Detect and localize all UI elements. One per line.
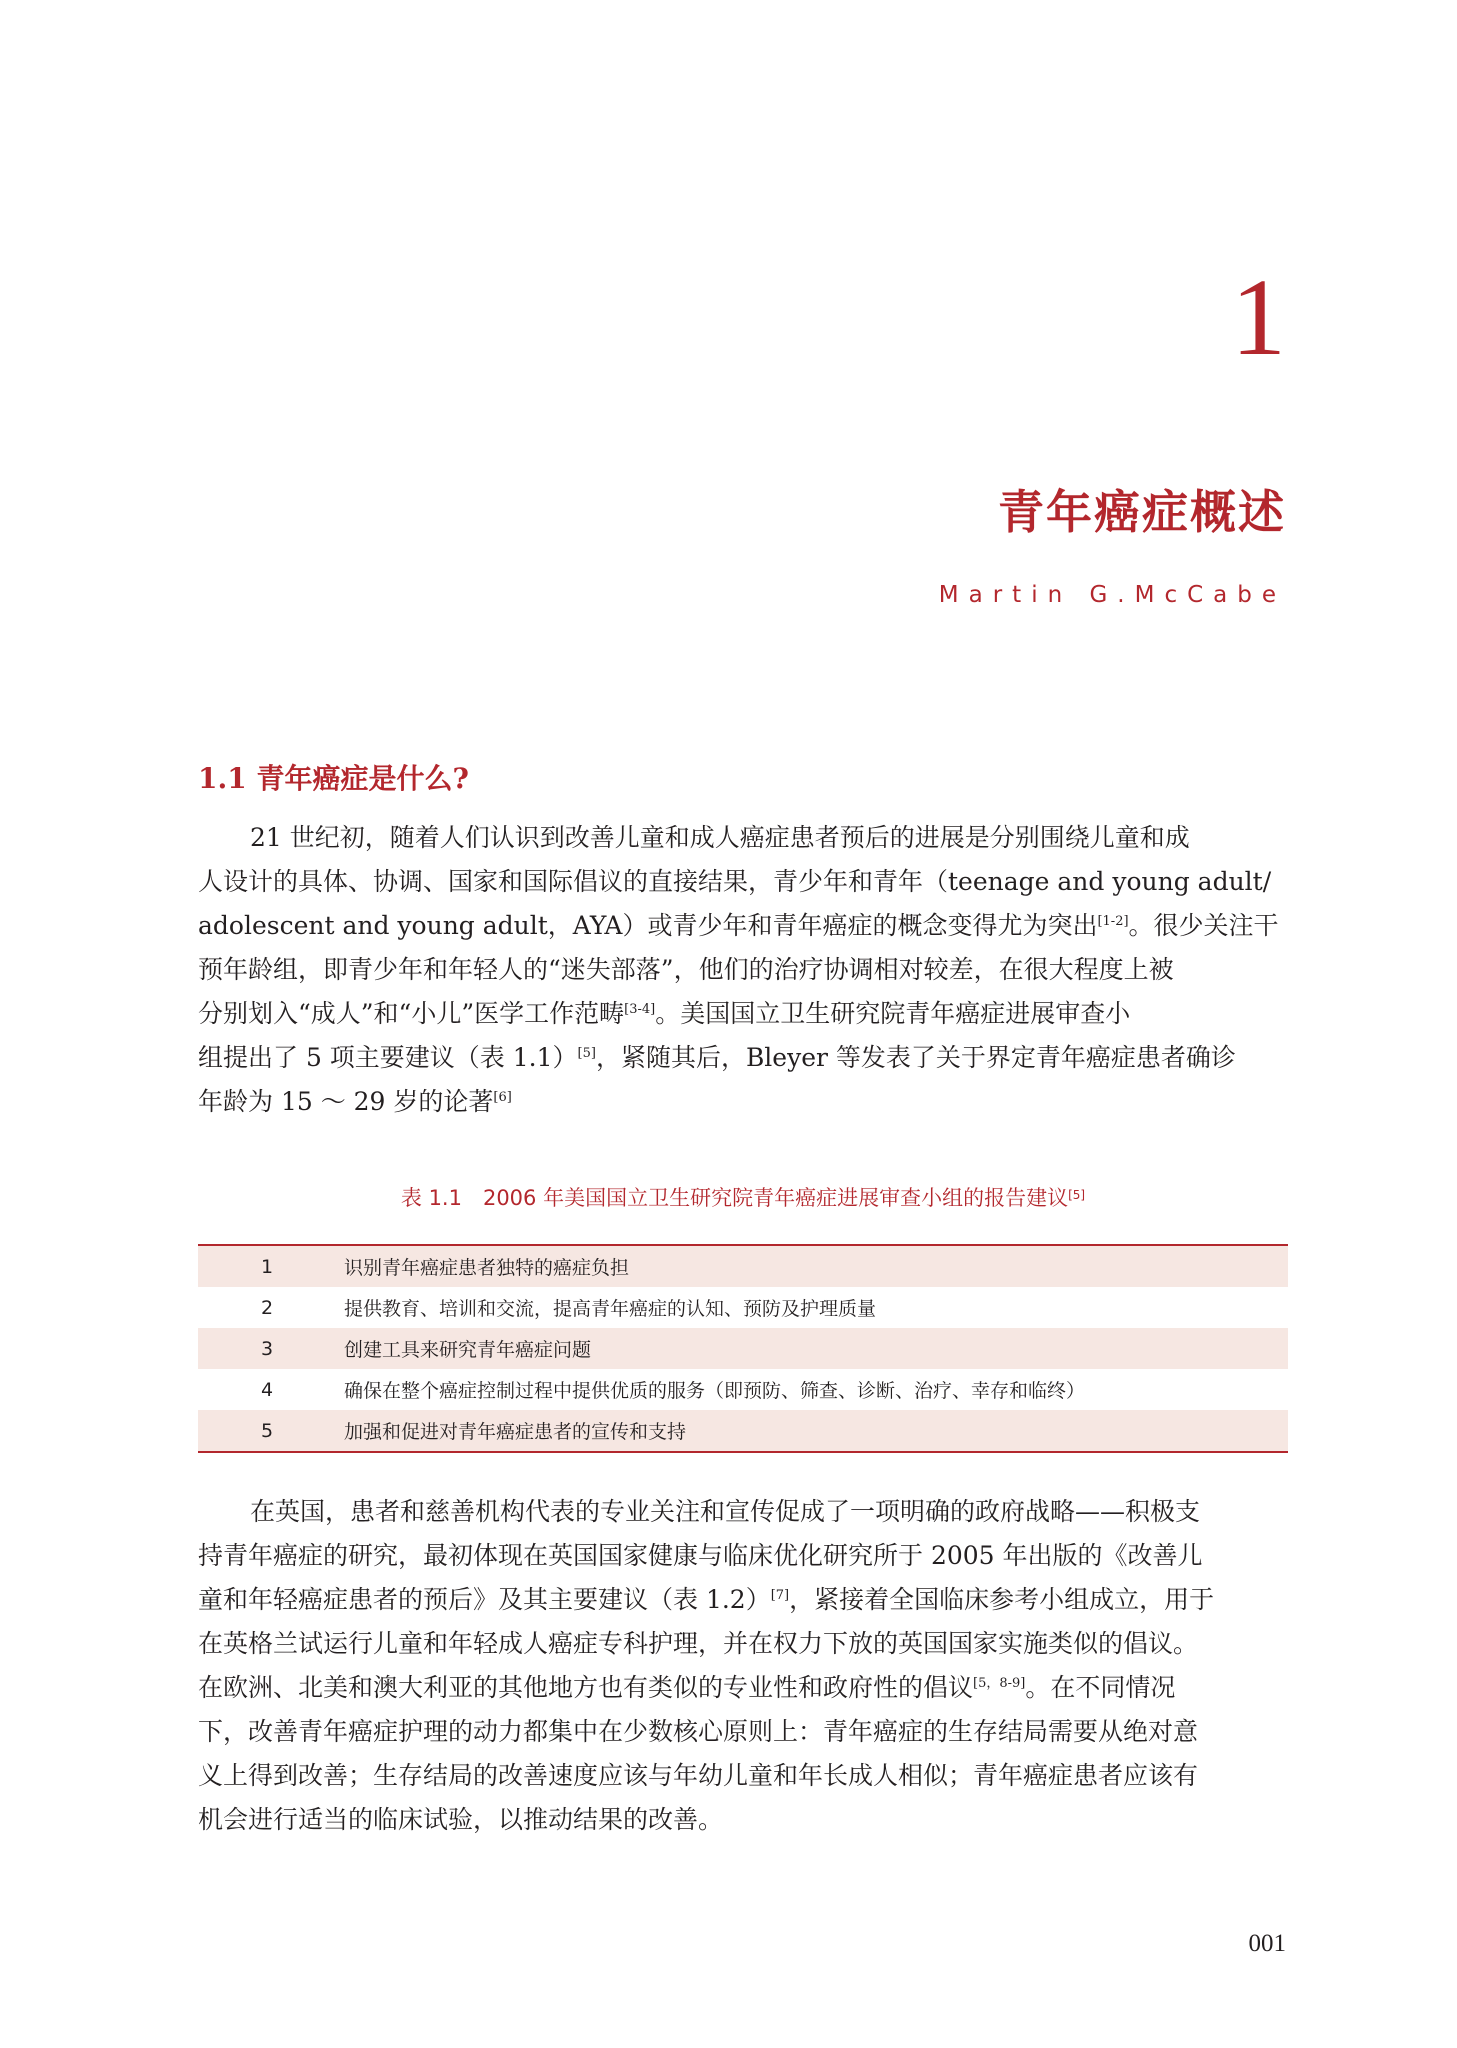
- citation-ref: [7]: [770, 1588, 790, 1603]
- paragraph-line: 义上得到改善；生存结局的改善速度应该与年幼儿童和年长成人相似；青年癌症患者应该有: [198, 1761, 1199, 1790]
- recommendations-table: [198, 1244, 1288, 1453]
- paragraph-line: 预年龄组，即青少年和年轻人的“迷失部落”，他们的治疗协调相对较差，在很大程度上被: [198, 955, 1174, 984]
- paragraph-text: 在欧洲、北美和澳大利亚的其他地方也有类似的专业性和政府性的倡议: [198, 1673, 974, 1702]
- paragraph-line: [198, 1666, 1288, 1710]
- citation-ref: [5，8-9]: [973, 1676, 1026, 1691]
- paragraph-text: 组提出了 5 项主要建议（表 1.1）: [198, 1043, 578, 1072]
- paragraph-line: 在英国，患者和慈善机构代表的专业关注和宣传促成了一项明确的政府战略——积极支: [250, 1497, 1201, 1526]
- table-caption: [198, 1183, 1288, 1213]
- paragraph-text: ，紧随其后，Bleyer 等发表了关于界定青年癌症患者确诊: [595, 1043, 1236, 1072]
- paragraph-text: 年龄为 15 ～ 29 岁的论著: [198, 1087, 494, 1116]
- table-row: [198, 1369, 1288, 1410]
- paragraph-text: adolescent and young adult，AYA）或青少年和青年癌症的概念变得尤为突出: [198, 911, 1098, 940]
- paragraph-line: [198, 992, 1288, 1036]
- row-text: 加强和促进对青年癌症患者的宣传和支持: [316, 1410, 1288, 1452]
- citation-ref: [5]: [577, 1046, 596, 1061]
- page-number: 001: [1248, 1930, 1286, 1957]
- paragraph-line: 持青年癌症的研究，最初体现在英国国家健康与临床优化研究所于 2005 年出版的《改善儿: [198, 1541, 1203, 1570]
- table-row: [198, 1328, 1288, 1369]
- paragraph-line: [198, 904, 1288, 948]
- paragraph-text: 分别划入“成人”和“小儿”医学工作范畴: [198, 999, 625, 1028]
- row-text: 识别青年癌症患者独特的癌症负担: [316, 1245, 1288, 1287]
- paragraph-line: 在英格兰试运行儿童和年轻成人癌症专科护理，并在权力下放的英国国家实施类似的倡议。: [198, 1629, 1199, 1658]
- row-text: 提供教育、培训和交流，提高青年癌症的认知、预防及护理质量: [344, 1298, 877, 1320]
- paragraph-text: 。美国国立卫生研究院青年癌症进展审查小: [655, 999, 1131, 1028]
- paragraph-uk: [198, 1490, 1288, 1842]
- row-text: 确保在整个癌症控制过程中提供优质的服务（即预防、筛查、诊断、治疗、幸存和临终）: [344, 1380, 1086, 1402]
- citation-ref: [6]: [493, 1090, 512, 1105]
- row-number: 4: [260, 1378, 274, 1401]
- paragraph-line: [198, 1080, 1288, 1124]
- citation-ref: [3-4]: [624, 1002, 656, 1017]
- paragraph-intro: [198, 816, 1288, 1124]
- paragraph-line: 21 世纪初，随着人们认识到改善儿童和成人癌症患者预后的进展是分别围绕儿童和成: [250, 823, 1190, 852]
- paragraph-text: 。在不同情况: [1025, 1673, 1176, 1702]
- paragraph-text: 。很少关注干: [1128, 911, 1279, 940]
- paragraph-line: [198, 1036, 1288, 1080]
- citation-ref: [1-2]: [1097, 914, 1129, 929]
- table-row: [198, 1245, 1288, 1287]
- row-number: 5: [198, 1410, 316, 1452]
- paragraph-text: ，紧接着全国临床参考小组成立，用于: [789, 1585, 1215, 1614]
- chapter-author: Martin G.McCabe: [938, 582, 1286, 608]
- paragraph-text: 童和年轻癌症患者的预后》及其主要建议（表 1.2）: [198, 1585, 771, 1614]
- table-caption-text: 表 1.1 2006 年美国国立卫生研究院青年癌症进展审查小组的报告建议: [400, 1186, 1069, 1210]
- section-heading: 1.1 青年癌症是什么?: [198, 762, 469, 795]
- paragraph-line: 人设计的具体、协调、国家和国际倡议的直接结果，青少年和青年（teenage and young adult/: [198, 867, 1272, 896]
- paragraph-line: 下，改善青年癌症护理的动力都集中在少数核心原则上：青年癌症的生存结局需要从绝对意: [198, 1717, 1199, 1746]
- citation-ref: [5]: [1068, 1188, 1086, 1202]
- paragraph-line: 机会进行适当的临床试验，以推动结果的改善。: [198, 1805, 724, 1834]
- row-number: 1: [198, 1245, 316, 1287]
- chapter-title: 青年癌症概述: [998, 485, 1286, 539]
- table-row: [198, 1410, 1288, 1452]
- row-text: 创建工具来研究青年癌症问题: [316, 1328, 1288, 1369]
- table-row: [198, 1287, 1288, 1328]
- row-number: 3: [198, 1328, 316, 1369]
- chapter-number: 1: [1231, 256, 1286, 378]
- row-number: 2: [260, 1296, 274, 1319]
- paragraph-line: [198, 1578, 1288, 1622]
